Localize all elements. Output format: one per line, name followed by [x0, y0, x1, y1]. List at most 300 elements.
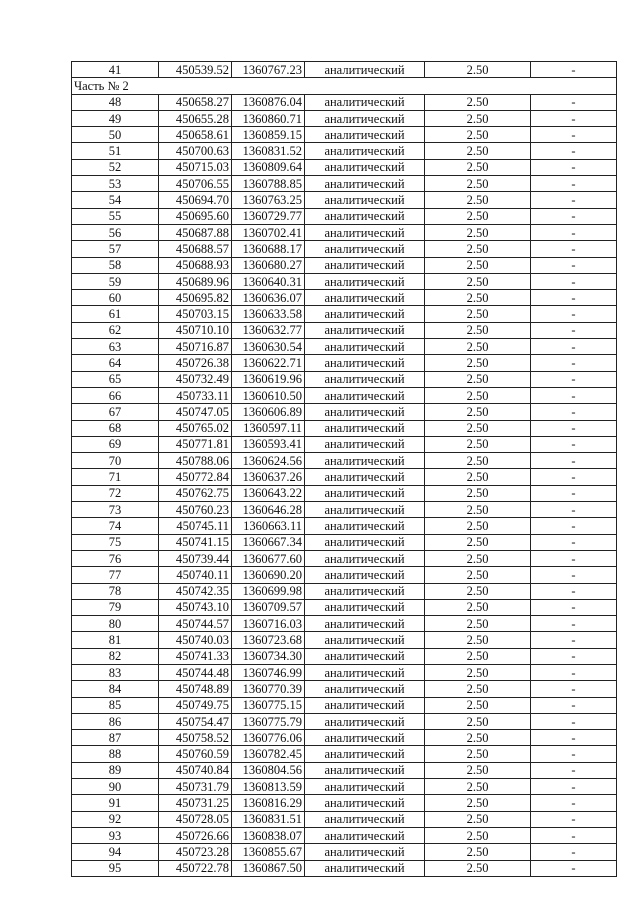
coord-y: 1360646.28	[232, 502, 305, 518]
accuracy: 2.50	[425, 241, 531, 257]
method: аналитический	[305, 648, 425, 664]
extra-value: -	[531, 420, 617, 436]
extra-value: -	[531, 94, 617, 110]
table-row	[72, 420, 617, 436]
accuracy: 2.50	[425, 208, 531, 224]
table-row	[72, 355, 617, 371]
method: аналитический	[305, 762, 425, 778]
method: аналитический	[305, 811, 425, 827]
extra-value: -	[531, 779, 617, 795]
point-number: 49	[72, 110, 159, 126]
method: аналитический	[305, 371, 425, 387]
point-number: 58	[72, 257, 159, 273]
table-row	[72, 730, 617, 746]
coord-x: 450732.49	[159, 371, 232, 387]
coord-x: 450745.11	[159, 518, 232, 534]
coord-x: 450760.59	[159, 746, 232, 762]
coord-y: 1360763.25	[232, 192, 305, 208]
point-number: 53	[72, 176, 159, 192]
coord-y: 1360776.06	[232, 730, 305, 746]
coord-x: 450765.02	[159, 420, 232, 436]
point-number: 57	[72, 241, 159, 257]
method: аналитический	[305, 485, 425, 501]
point-number: 66	[72, 387, 159, 403]
point-number: 67	[72, 404, 159, 420]
accuracy: 2.50	[425, 387, 531, 403]
accuracy: 2.50	[425, 110, 531, 126]
point-number: 54	[72, 192, 159, 208]
extra-value: -	[531, 355, 617, 371]
point-number: 92	[72, 811, 159, 827]
table-row	[72, 664, 617, 680]
method: аналитический	[305, 795, 425, 811]
extra-value: -	[531, 257, 617, 273]
method: аналитический	[305, 664, 425, 680]
point-number: 56	[72, 224, 159, 240]
method: аналитический	[305, 730, 425, 746]
extra-value: -	[531, 844, 617, 860]
table-row	[72, 371, 617, 387]
table-row	[72, 795, 617, 811]
coord-y: 1360606.89	[232, 404, 305, 420]
point-number: 90	[72, 779, 159, 795]
coord-x: 450539.52	[159, 62, 232, 78]
method: аналитический	[305, 567, 425, 583]
point-number: 82	[72, 648, 159, 664]
coord-x: 450741.33	[159, 648, 232, 664]
table-row	[72, 599, 617, 615]
table-row	[72, 713, 617, 729]
accuracy: 2.50	[425, 762, 531, 778]
coord-x: 450700.63	[159, 143, 232, 159]
coord-y: 1360630.54	[232, 339, 305, 355]
table-row	[72, 811, 617, 827]
table-row	[72, 518, 617, 534]
coord-y: 1360860.71	[232, 110, 305, 126]
coord-x: 450772.84	[159, 469, 232, 485]
extra-value: -	[531, 827, 617, 843]
table-row	[72, 176, 617, 192]
extra-value: -	[531, 502, 617, 518]
point-number: 62	[72, 322, 159, 338]
method: аналитический	[305, 387, 425, 403]
accuracy: 2.50	[425, 502, 531, 518]
accuracy: 2.50	[425, 648, 531, 664]
coord-x: 450688.57	[159, 241, 232, 257]
coord-x: 450726.66	[159, 827, 232, 843]
accuracy: 2.50	[425, 811, 531, 827]
point-number: 76	[72, 550, 159, 566]
point-number: 75	[72, 534, 159, 550]
point-number: 69	[72, 436, 159, 452]
coord-y: 1360876.04	[232, 94, 305, 110]
method: аналитический	[305, 208, 425, 224]
accuracy: 2.50	[425, 420, 531, 436]
coord-y: 1360813.59	[232, 779, 305, 795]
extra-value: -	[531, 224, 617, 240]
method: аналитический	[305, 404, 425, 420]
point-number: 89	[72, 762, 159, 778]
extra-value: -	[531, 159, 617, 175]
accuracy: 2.50	[425, 697, 531, 713]
accuracy: 2.50	[425, 355, 531, 371]
table-row	[72, 550, 617, 566]
coord-y: 1360663.11	[232, 518, 305, 534]
coord-y: 1360723.68	[232, 632, 305, 648]
point-number: 77	[72, 567, 159, 583]
coord-y: 1360636.07	[232, 290, 305, 306]
coord-y: 1360809.64	[232, 159, 305, 175]
point-number: 79	[72, 599, 159, 615]
method: аналитический	[305, 355, 425, 371]
method: аналитический	[305, 469, 425, 485]
extra-value: -	[531, 453, 617, 469]
table-row	[72, 224, 617, 240]
coord-y: 1360610.50	[232, 387, 305, 403]
coord-y: 1360643.22	[232, 485, 305, 501]
table-row	[72, 469, 617, 485]
table-row	[72, 779, 617, 795]
extra-value: -	[531, 616, 617, 632]
point-number: 63	[72, 339, 159, 355]
coord-x: 450695.60	[159, 208, 232, 224]
coord-x: 450747.05	[159, 404, 232, 420]
coord-x: 450689.96	[159, 273, 232, 289]
extra-value: -	[531, 713, 617, 729]
accuracy: 2.50	[425, 143, 531, 159]
method: аналитический	[305, 550, 425, 566]
accuracy: 2.50	[425, 632, 531, 648]
point-number: 41	[72, 62, 159, 78]
point-number: 60	[72, 290, 159, 306]
method: аналитический	[305, 436, 425, 452]
method: аналитический	[305, 143, 425, 159]
accuracy: 2.50	[425, 404, 531, 420]
method: аналитический	[305, 583, 425, 599]
extra-value: -	[531, 485, 617, 501]
coord-x: 450710.10	[159, 322, 232, 338]
extra-value: -	[531, 127, 617, 143]
point-number: 73	[72, 502, 159, 518]
coord-x: 450771.81	[159, 436, 232, 452]
extra-value: -	[531, 110, 617, 126]
extra-value: -	[531, 550, 617, 566]
method: аналитический	[305, 420, 425, 436]
coord-x: 450731.25	[159, 795, 232, 811]
accuracy: 2.50	[425, 779, 531, 795]
extra-value: -	[531, 387, 617, 403]
accuracy: 2.50	[425, 306, 531, 322]
coord-x: 450760.23	[159, 502, 232, 518]
extra-value: -	[531, 371, 617, 387]
extra-value: -	[531, 811, 617, 827]
coord-x: 450740.84	[159, 762, 232, 778]
accuracy: 2.50	[425, 62, 531, 78]
extra-value: -	[531, 241, 617, 257]
coord-y: 1360831.51	[232, 811, 305, 827]
table-row	[72, 681, 617, 697]
method: аналитический	[305, 746, 425, 762]
coord-y: 1360859.15	[232, 127, 305, 143]
table-row	[72, 387, 617, 403]
extra-value: -	[531, 599, 617, 615]
table-row	[72, 436, 617, 452]
extra-value: -	[531, 192, 617, 208]
extra-value: -	[531, 143, 617, 159]
accuracy: 2.50	[425, 583, 531, 599]
method: аналитический	[305, 502, 425, 518]
point-number: 50	[72, 127, 159, 143]
coord-y: 1360816.29	[232, 795, 305, 811]
point-number: 83	[72, 664, 159, 680]
table-row	[72, 257, 617, 273]
extra-value: -	[531, 664, 617, 680]
coord-y: 1360788.85	[232, 176, 305, 192]
extra-value: -	[531, 273, 617, 289]
coord-y: 1360632.77	[232, 322, 305, 338]
method: аналитический	[305, 518, 425, 534]
coord-x: 450742.35	[159, 583, 232, 599]
accuracy: 2.50	[425, 664, 531, 680]
point-number: 52	[72, 159, 159, 175]
coord-y: 1360593.41	[232, 436, 305, 452]
table-row	[72, 306, 617, 322]
coord-x: 450658.27	[159, 94, 232, 110]
accuracy: 2.50	[425, 746, 531, 762]
accuracy: 2.50	[425, 436, 531, 452]
table-row	[72, 208, 617, 224]
table-row	[72, 273, 617, 289]
accuracy: 2.50	[425, 127, 531, 143]
method: аналитический	[305, 860, 425, 876]
extra-value: -	[531, 730, 617, 746]
coord-y: 1360767.23	[232, 62, 305, 78]
coord-y: 1360624.56	[232, 453, 305, 469]
coord-x: 450655.28	[159, 110, 232, 126]
coord-y: 1360770.39	[232, 681, 305, 697]
point-number: 51	[72, 143, 159, 159]
table-row	[72, 453, 617, 469]
coord-x: 450758.52	[159, 730, 232, 746]
extra-value: -	[531, 567, 617, 583]
point-number: 59	[72, 273, 159, 289]
point-number: 95	[72, 860, 159, 876]
part-header-row	[72, 78, 617, 94]
coord-x: 450749.75	[159, 697, 232, 713]
method: аналитический	[305, 616, 425, 632]
coord-x: 450748.89	[159, 681, 232, 697]
accuracy: 2.50	[425, 616, 531, 632]
method: аналитический	[305, 241, 425, 257]
accuracy: 2.50	[425, 713, 531, 729]
table-row	[72, 322, 617, 338]
accuracy: 2.50	[425, 224, 531, 240]
point-number: 88	[72, 746, 159, 762]
method: аналитический	[305, 632, 425, 648]
method: аналитический	[305, 453, 425, 469]
coord-x: 450762.75	[159, 485, 232, 501]
part-label: Часть № 2	[72, 78, 617, 94]
coord-y: 1360597.11	[232, 420, 305, 436]
coord-x: 450694.70	[159, 192, 232, 208]
accuracy: 2.50	[425, 599, 531, 615]
coord-x: 450706.55	[159, 176, 232, 192]
point-number: 72	[72, 485, 159, 501]
accuracy: 2.50	[425, 257, 531, 273]
extra-value: -	[531, 306, 617, 322]
coord-x: 450726.38	[159, 355, 232, 371]
point-number: 78	[72, 583, 159, 599]
coord-y: 1360702.41	[232, 224, 305, 240]
table-row	[72, 110, 617, 126]
table-row	[72, 583, 617, 599]
coord-y: 1360804.56	[232, 762, 305, 778]
coord-x: 450658.61	[159, 127, 232, 143]
table-row	[72, 648, 617, 664]
accuracy: 2.50	[425, 290, 531, 306]
point-number: 70	[72, 453, 159, 469]
table-row	[72, 159, 617, 175]
coord-y: 1360855.67	[232, 844, 305, 860]
table-row	[72, 860, 617, 876]
coord-x: 450715.03	[159, 159, 232, 175]
accuracy: 2.50	[425, 827, 531, 843]
extra-value: -	[531, 62, 617, 78]
point-number: 94	[72, 844, 159, 860]
coord-y: 1360688.17	[232, 241, 305, 257]
coord-x: 450695.82	[159, 290, 232, 306]
table-row	[72, 143, 617, 159]
table-row	[72, 616, 617, 632]
table-row	[72, 339, 617, 355]
coord-y: 1360619.96	[232, 371, 305, 387]
extra-value: -	[531, 339, 617, 355]
table-body	[72, 62, 617, 877]
coord-x: 450740.03	[159, 632, 232, 648]
coord-x: 450733.11	[159, 387, 232, 403]
table-row	[72, 192, 617, 208]
method: аналитический	[305, 110, 425, 126]
method: аналитический	[305, 681, 425, 697]
extra-value: -	[531, 176, 617, 192]
extra-value: -	[531, 583, 617, 599]
accuracy: 2.50	[425, 371, 531, 387]
coord-y: 1360677.60	[232, 550, 305, 566]
table-row	[72, 485, 617, 501]
point-number: 64	[72, 355, 159, 371]
coord-x: 450740.11	[159, 567, 232, 583]
extra-value: -	[531, 518, 617, 534]
table-row	[72, 632, 617, 648]
extra-value: -	[531, 795, 617, 811]
method: аналитический	[305, 322, 425, 338]
extra-value: -	[531, 208, 617, 224]
coord-y: 1360709.57	[232, 599, 305, 615]
coord-x: 450741.15	[159, 534, 232, 550]
coord-y: 1360716.03	[232, 616, 305, 632]
method: аналитический	[305, 273, 425, 289]
extra-value: -	[531, 632, 617, 648]
coord-y: 1360640.31	[232, 273, 305, 289]
accuracy: 2.50	[425, 159, 531, 175]
coord-y: 1360746.99	[232, 664, 305, 680]
coord-x: 450688.93	[159, 257, 232, 273]
accuracy: 2.50	[425, 860, 531, 876]
extra-value: -	[531, 436, 617, 452]
coord-y: 1360734.30	[232, 648, 305, 664]
method: аналитический	[305, 176, 425, 192]
extra-value: -	[531, 534, 617, 550]
method: аналитический	[305, 192, 425, 208]
coord-y: 1360729.77	[232, 208, 305, 224]
coord-y: 1360637.26	[232, 469, 305, 485]
coord-y: 1360680.27	[232, 257, 305, 273]
method: аналитический	[305, 827, 425, 843]
method: аналитический	[305, 224, 425, 240]
coord-y: 1360622.71	[232, 355, 305, 371]
method: аналитический	[305, 339, 425, 355]
point-number: 65	[72, 371, 159, 387]
method: аналитический	[305, 159, 425, 175]
coord-y: 1360775.79	[232, 713, 305, 729]
coord-x: 450731.79	[159, 779, 232, 795]
method: аналитический	[305, 127, 425, 143]
coord-y: 1360633.58	[232, 306, 305, 322]
coord-y: 1360782.45	[232, 746, 305, 762]
accuracy: 2.50	[425, 94, 531, 110]
method: аналитический	[305, 257, 425, 273]
accuracy: 2.50	[425, 534, 531, 550]
method: аналитический	[305, 62, 425, 78]
extra-value: -	[531, 648, 617, 664]
point-number: 81	[72, 632, 159, 648]
point-number: 61	[72, 306, 159, 322]
method: аналитический	[305, 306, 425, 322]
accuracy: 2.50	[425, 844, 531, 860]
table-row	[72, 62, 617, 78]
accuracy: 2.50	[425, 176, 531, 192]
coord-x: 450723.28	[159, 844, 232, 860]
coord-x: 450788.06	[159, 453, 232, 469]
point-number: 87	[72, 730, 159, 746]
point-number: 86	[72, 713, 159, 729]
coord-y: 1360838.07	[232, 827, 305, 843]
method: аналитический	[305, 779, 425, 795]
table-row	[72, 567, 617, 583]
accuracy: 2.50	[425, 339, 531, 355]
point-number: 68	[72, 420, 159, 436]
point-number: 71	[72, 469, 159, 485]
accuracy: 2.50	[425, 518, 531, 534]
coord-x: 450743.10	[159, 599, 232, 615]
method: аналитический	[305, 534, 425, 550]
coord-x: 450703.15	[159, 306, 232, 322]
point-number: 48	[72, 94, 159, 110]
point-number: 55	[72, 208, 159, 224]
table-row	[72, 697, 617, 713]
point-number: 93	[72, 827, 159, 843]
accuracy: 2.50	[425, 730, 531, 746]
table-row	[72, 844, 617, 860]
coord-y: 1360667.34	[232, 534, 305, 550]
accuracy: 2.50	[425, 485, 531, 501]
table-row	[72, 534, 617, 550]
table-row	[72, 502, 617, 518]
accuracy: 2.50	[425, 192, 531, 208]
extra-value: -	[531, 762, 617, 778]
accuracy: 2.50	[425, 273, 531, 289]
table-row	[72, 827, 617, 843]
